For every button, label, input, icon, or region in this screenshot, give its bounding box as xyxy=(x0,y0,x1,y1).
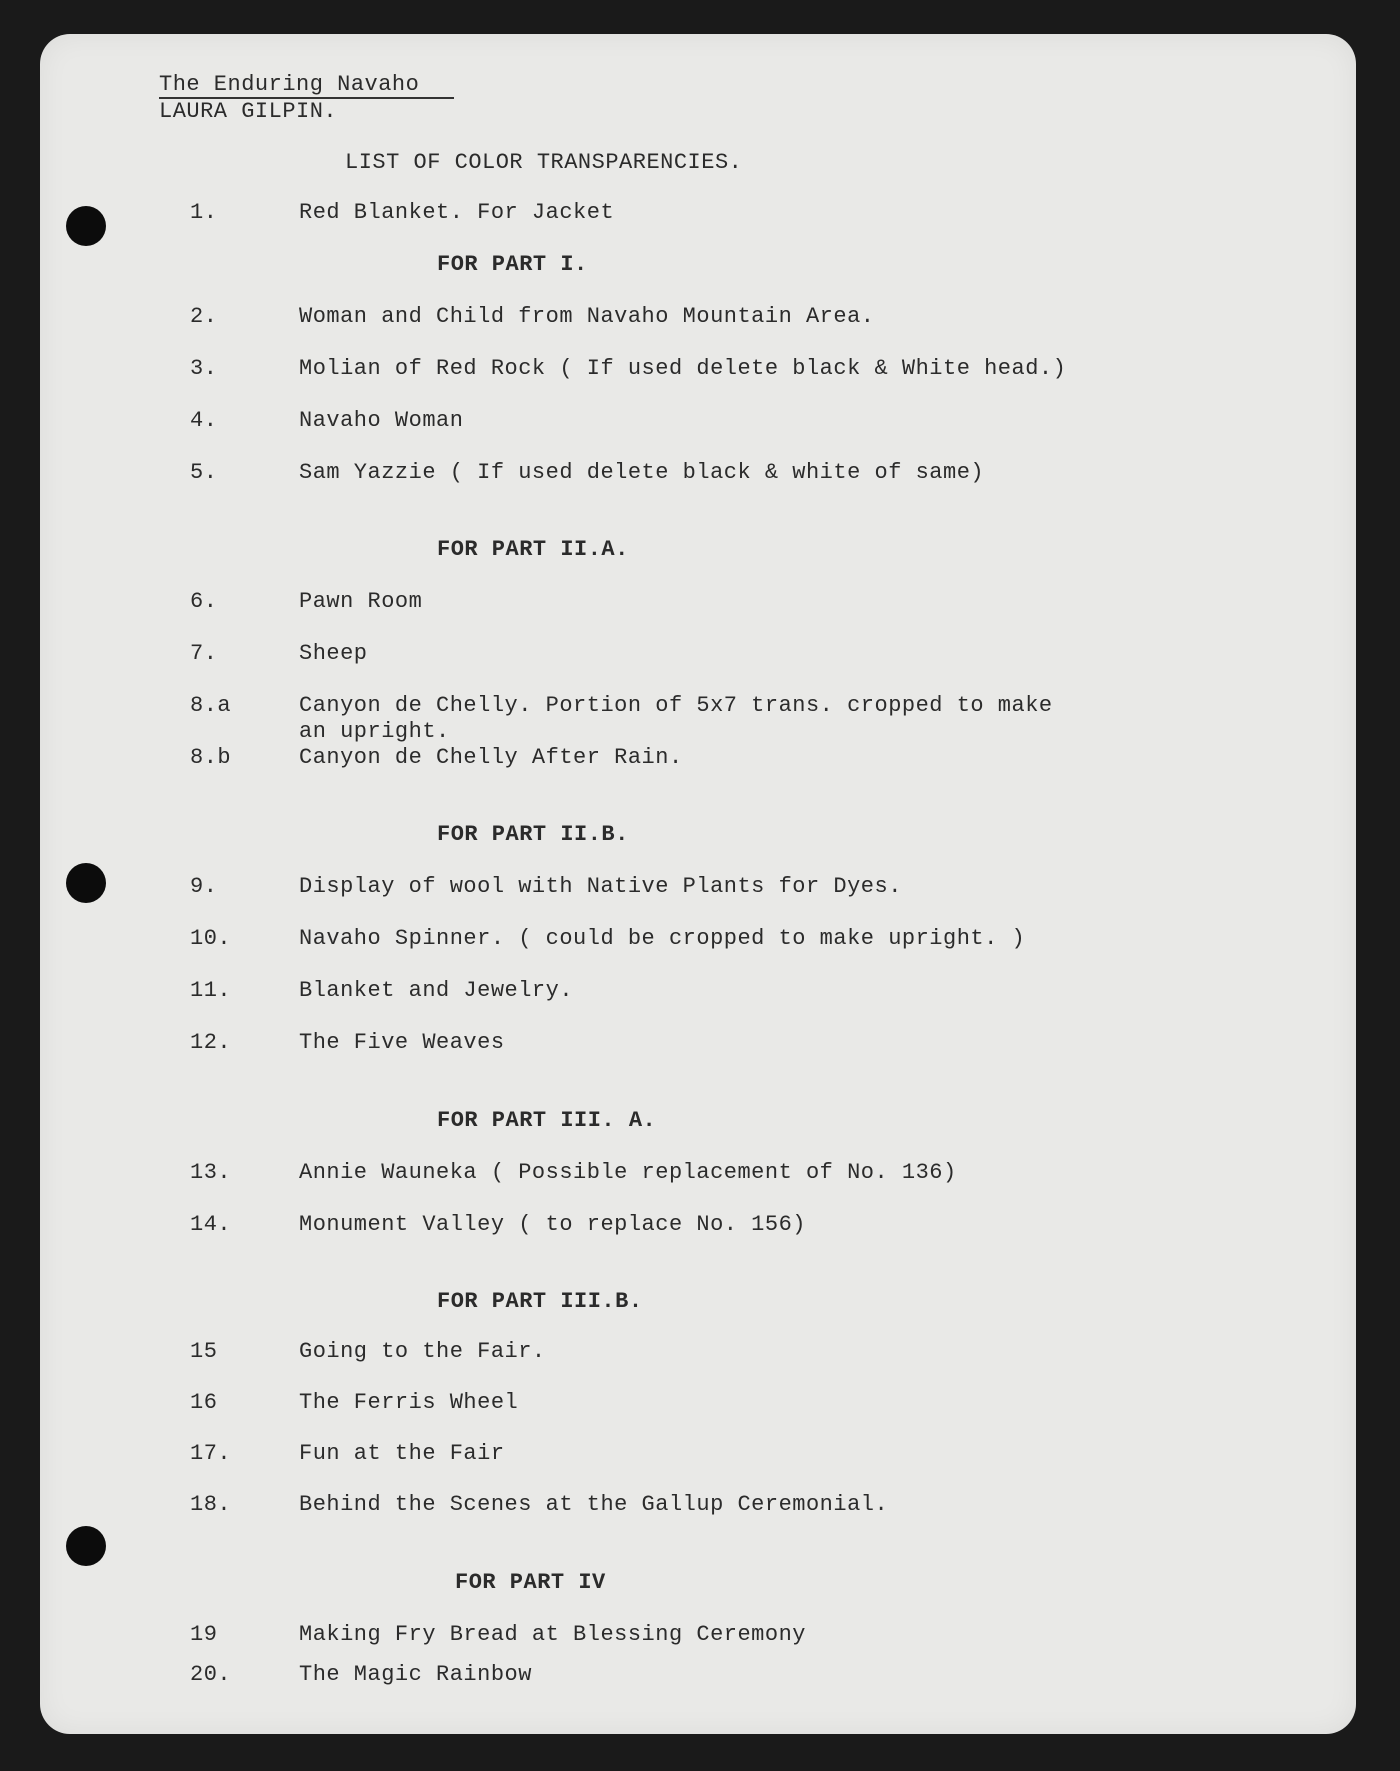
header-book-title: The Enduring Navaho xyxy=(159,72,420,97)
item-number: 15 xyxy=(190,1339,218,1364)
item-number: 2. xyxy=(190,304,218,329)
item-text: Molian of Red Rock ( If used delete black & White head.) xyxy=(299,356,1067,381)
section-heading: FOR PART IV xyxy=(455,1570,606,1595)
item-text: The Ferris Wheel xyxy=(299,1390,519,1415)
item-number: 17. xyxy=(190,1441,232,1466)
section-heading: FOR PART II.B. xyxy=(437,822,629,847)
item-text: Pawn Room xyxy=(299,589,423,614)
item-number: 6. xyxy=(190,589,218,614)
item-number: 10. xyxy=(190,926,232,951)
binder-hole-top xyxy=(66,206,106,246)
item-text: Canyon de Chelly. Portion of 5x7 trans. cropped to make xyxy=(299,693,1053,718)
header-author: LAURA GILPIN. xyxy=(159,99,338,124)
item-text: The Magic Rainbow xyxy=(299,1662,532,1687)
item-text: Canyon de Chelly After Rain. xyxy=(299,745,683,770)
item-number: 18. xyxy=(190,1492,232,1517)
binder-hole-middle xyxy=(66,863,106,903)
section-heading: FOR PART III. A. xyxy=(437,1108,657,1133)
item-text: Woman and Child from Navaho Mountain Area. xyxy=(299,304,875,329)
item-number: 8.b xyxy=(190,745,232,770)
item-text-continuation: an upright. xyxy=(299,719,450,744)
item-number: 7. xyxy=(190,641,218,666)
item-text: Display of wool with Native Plants for Dyes. xyxy=(299,874,902,899)
section-heading: FOR PART II.A. xyxy=(437,537,629,562)
item-text: Sheep xyxy=(299,641,368,666)
item-number: 1. xyxy=(190,200,218,225)
item-number: 9. xyxy=(190,874,218,899)
item-number: 11. xyxy=(190,978,232,1003)
item-number: 3. xyxy=(190,356,218,381)
item-text: Navaho Woman xyxy=(299,408,464,433)
item-number: 8.a xyxy=(190,693,232,718)
item-number: 19 xyxy=(190,1622,218,1647)
item-number: 12. xyxy=(190,1030,232,1055)
item-text: Fun at the Fair xyxy=(299,1441,505,1466)
item-number: 14. xyxy=(190,1212,232,1237)
item-text: Making Fry Bread at Blessing Ceremony xyxy=(299,1622,806,1647)
item-number: 16 xyxy=(190,1390,218,1415)
item-text: Blanket and Jewelry. xyxy=(299,978,574,1003)
item-text: Monument Valley ( to replace No. 156) xyxy=(299,1212,806,1237)
item-number: 4. xyxy=(190,408,218,433)
item-text: Behind the Scenes at the Gallup Ceremonial. xyxy=(299,1492,889,1517)
section-heading: FOR PART I. xyxy=(437,252,588,277)
item-text: Annie Wauneka ( Possible replacement of No. 136) xyxy=(299,1160,957,1185)
item-number: 20. xyxy=(190,1662,232,1687)
item-text: Sam Yazzie ( If used delete black & white of same) xyxy=(299,460,985,485)
section-heading: FOR PART III.B. xyxy=(437,1289,643,1314)
item-number: 13. xyxy=(190,1160,232,1185)
item-text: Red Blanket. For Jacket xyxy=(299,200,615,225)
page-title: LIST OF COLOR TRANSPARENCIES. xyxy=(345,150,743,175)
item-number: 5. xyxy=(190,460,218,485)
item-text: Going to the Fair. xyxy=(299,1339,546,1364)
item-text: The Five Weaves xyxy=(299,1030,505,1055)
binder-hole-bottom xyxy=(66,1526,106,1566)
item-text: Navaho Spinner. ( could be cropped to make upright. ) xyxy=(299,926,1026,951)
